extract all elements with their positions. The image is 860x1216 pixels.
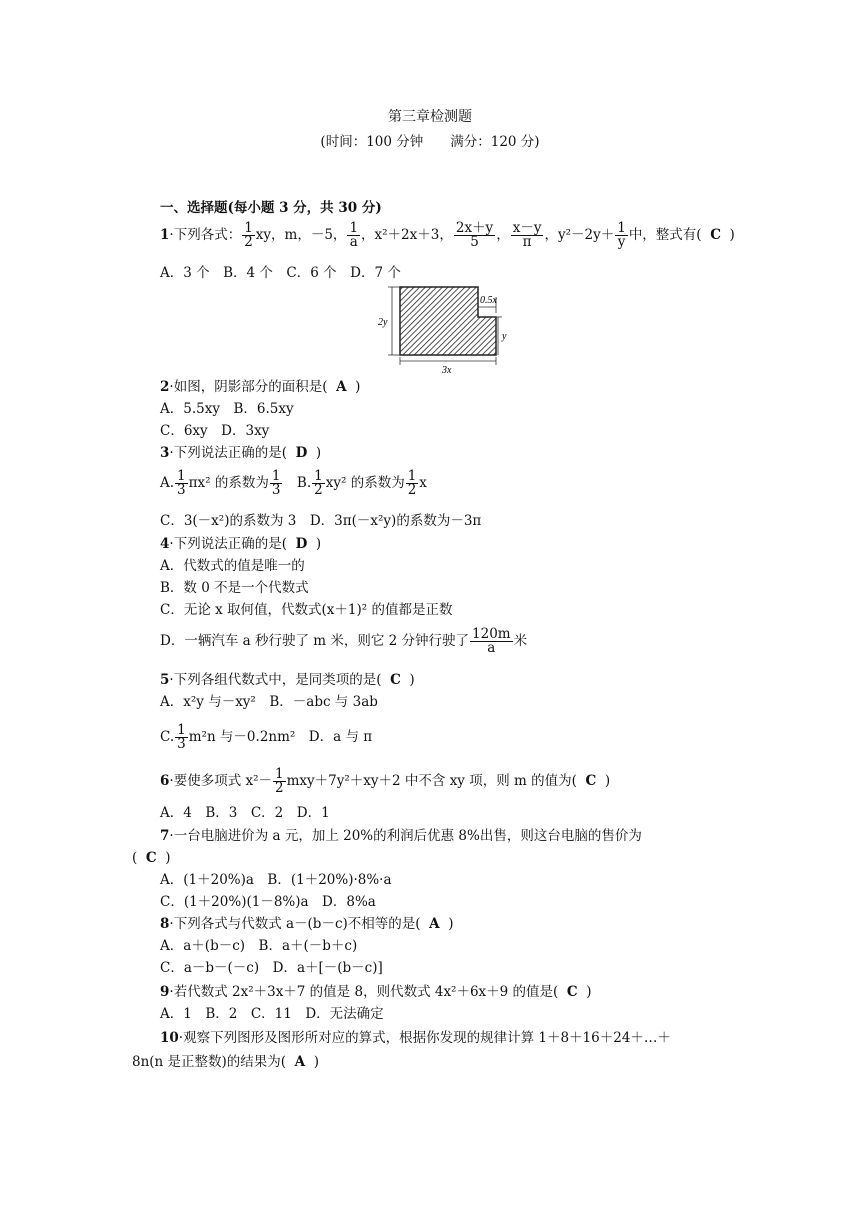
question-8-options-ab: A．a＋(b－c) B．a＋(－b＋c) [160, 938, 358, 954]
fraction: $\frac{x-y}{\pi}$ [512, 220, 542, 250]
question-number: 9 [160, 984, 170, 1000]
question-7: 7·一台电脑进价为 a 元，加上 20%的利润后优惠 8%出售，则这台电脑的售价为 [160, 828, 642, 844]
question-2-options-ab: A．5.5xy B．6.5xy [160, 401, 294, 417]
answer-mark: A [429, 916, 440, 932]
figure-svg [378, 283, 518, 375]
question-number: 3 [160, 445, 170, 461]
question-number: 4 [160, 536, 170, 552]
answer-mark: A [294, 1054, 306, 1070]
question-5-options-cd: C. $\frac{1}{3}$ m²n 与－0.2nm² D．a 与 π [160, 722, 373, 752]
page-title: 第三章检测题 [388, 109, 472, 125]
question-5-options-ab: A．x²y 与－xy² B．－abc 与 3ab [160, 694, 378, 710]
question-9-options: A．1 B．2 C．11 D．无法确定 [160, 1006, 384, 1022]
question-4-option-d: D．一辆汽车 a 秒行驶了 m 米，则它 2 分钟行驶了 $\frac{120m}{a}$ 米 [160, 626, 528, 656]
answer-mark: D [295, 536, 308, 552]
fraction: $\frac{1}{y}$ [617, 220, 626, 250]
shaded-area-figure [378, 283, 518, 379]
question-number: 10 [160, 1030, 179, 1046]
label-height: 2y [378, 317, 388, 328]
question-number: 8 [160, 916, 170, 932]
section-heading: 一、选择题(每小题 3 分，共 30 分) [160, 200, 382, 216]
question-4: 4·下列说法正确的是( D ) [160, 536, 322, 552]
question-number: 2 [160, 379, 170, 395]
label-notch-height: y [502, 331, 507, 342]
label-width: 3x [442, 365, 452, 375]
question-7-options-ab: A．(1＋20%)a B．(1＋20%)·8%·a [160, 872, 392, 888]
answer-mark: C [710, 227, 721, 243]
question-10: 10·观察下列图形及图形所对应的算式，根据你发现的规律计算 1＋8＋16＋24＋…＋ [160, 1030, 671, 1046]
question-3: 3·下列说法正确的是( D ) [160, 445, 322, 461]
question-2-options-cd: C．6xy D．3xy [160, 423, 270, 439]
answer-mark: C [566, 984, 578, 1000]
question-number: 5 [160, 672, 170, 688]
fraction: $\frac{1}{2}$ [244, 220, 253, 250]
answer-mark: C [145, 850, 157, 866]
question-number: 6 [160, 773, 170, 789]
question-7-options-cd: C．(1＋20%)(1－8%)a D．8%a [160, 894, 376, 910]
question-4-option-c: C．无论 x 取何值，代数式(x＋1)² 的值都是正数 [160, 602, 453, 618]
answer-mark: A [336, 379, 347, 395]
fraction: $\frac{1}{a}$ [349, 220, 359, 250]
question-10-continued: 8n(n 是正整数)的结果为( A ) [132, 1054, 320, 1070]
fraction: $\frac{2x+y}{5}$ [455, 220, 494, 250]
question-4-option-a: A．代数式的值是唯一的 [160, 558, 305, 574]
question-number: 7 [160, 828, 170, 844]
question-1: 1·下列各式： $\frac{1}{2}$ xy，m，－5， $\frac{1}{a}$ ，x²＋2x＋3， $\frac{2x+y}{5}$ ， $\frac{x-y}{\pi}$ ，y²－2y＋ $\frac{1}{y}$ 中，整式有( C ) [160, 220, 735, 250]
answer-mark: C [390, 672, 401, 688]
question-6-options: A．4 B．3 C．2 D．1 [160, 805, 330, 821]
question-3-options-cd: C．3(－x²)的系数为 3 D．3π(－x²y)的系数为－3π [160, 513, 482, 529]
answer-mark: D [295, 445, 308, 461]
question-8: 8·下列各式与代数式 a－(b－c)不相等的是( A ) [160, 916, 454, 932]
answer-mark: C [585, 773, 597, 789]
question-5: 5·下列各组代数式中，是同类项的是( C ) [160, 672, 415, 688]
question-8-options-cd: C．a－b－(－c) D．a＋[－(b－c)] [160, 960, 383, 976]
question-6: 6·要使多项式 x²－ $\frac{1}{2}$ mxy＋7y²＋xy＋2 中不含 xy 项，则 m 的值为( C ) [160, 766, 611, 796]
question-2: 2·如图，阴影部分的面积是( A ) [160, 379, 361, 395]
question-4-option-b: B．数 0 不是一个代数式 [160, 580, 309, 596]
label-notch-width: 0.5x [480, 295, 497, 306]
question-3-options-ab: A. $\frac{1}{3}$ πx² 的系数为 $\frac{1}{3}$ B. $\frac{1}{2}$ xy² 的系数为 $\frac{1}{2}$ x [160, 468, 427, 498]
page-subtitle: (时间：100 分钟 满分：120 分) [320, 134, 540, 150]
question-1-options: A．3 个 B．4 个 C．6 个 D．7 个 [160, 265, 401, 281]
question-9: 9·若代数式 2x²＋3x＋7 的值是 8，则代数式 4x²＋6x＋9 的值是( C ) [160, 984, 592, 1000]
question-7-answer-line: ( C ) [132, 850, 171, 866]
question-number: 1 [160, 227, 170, 243]
